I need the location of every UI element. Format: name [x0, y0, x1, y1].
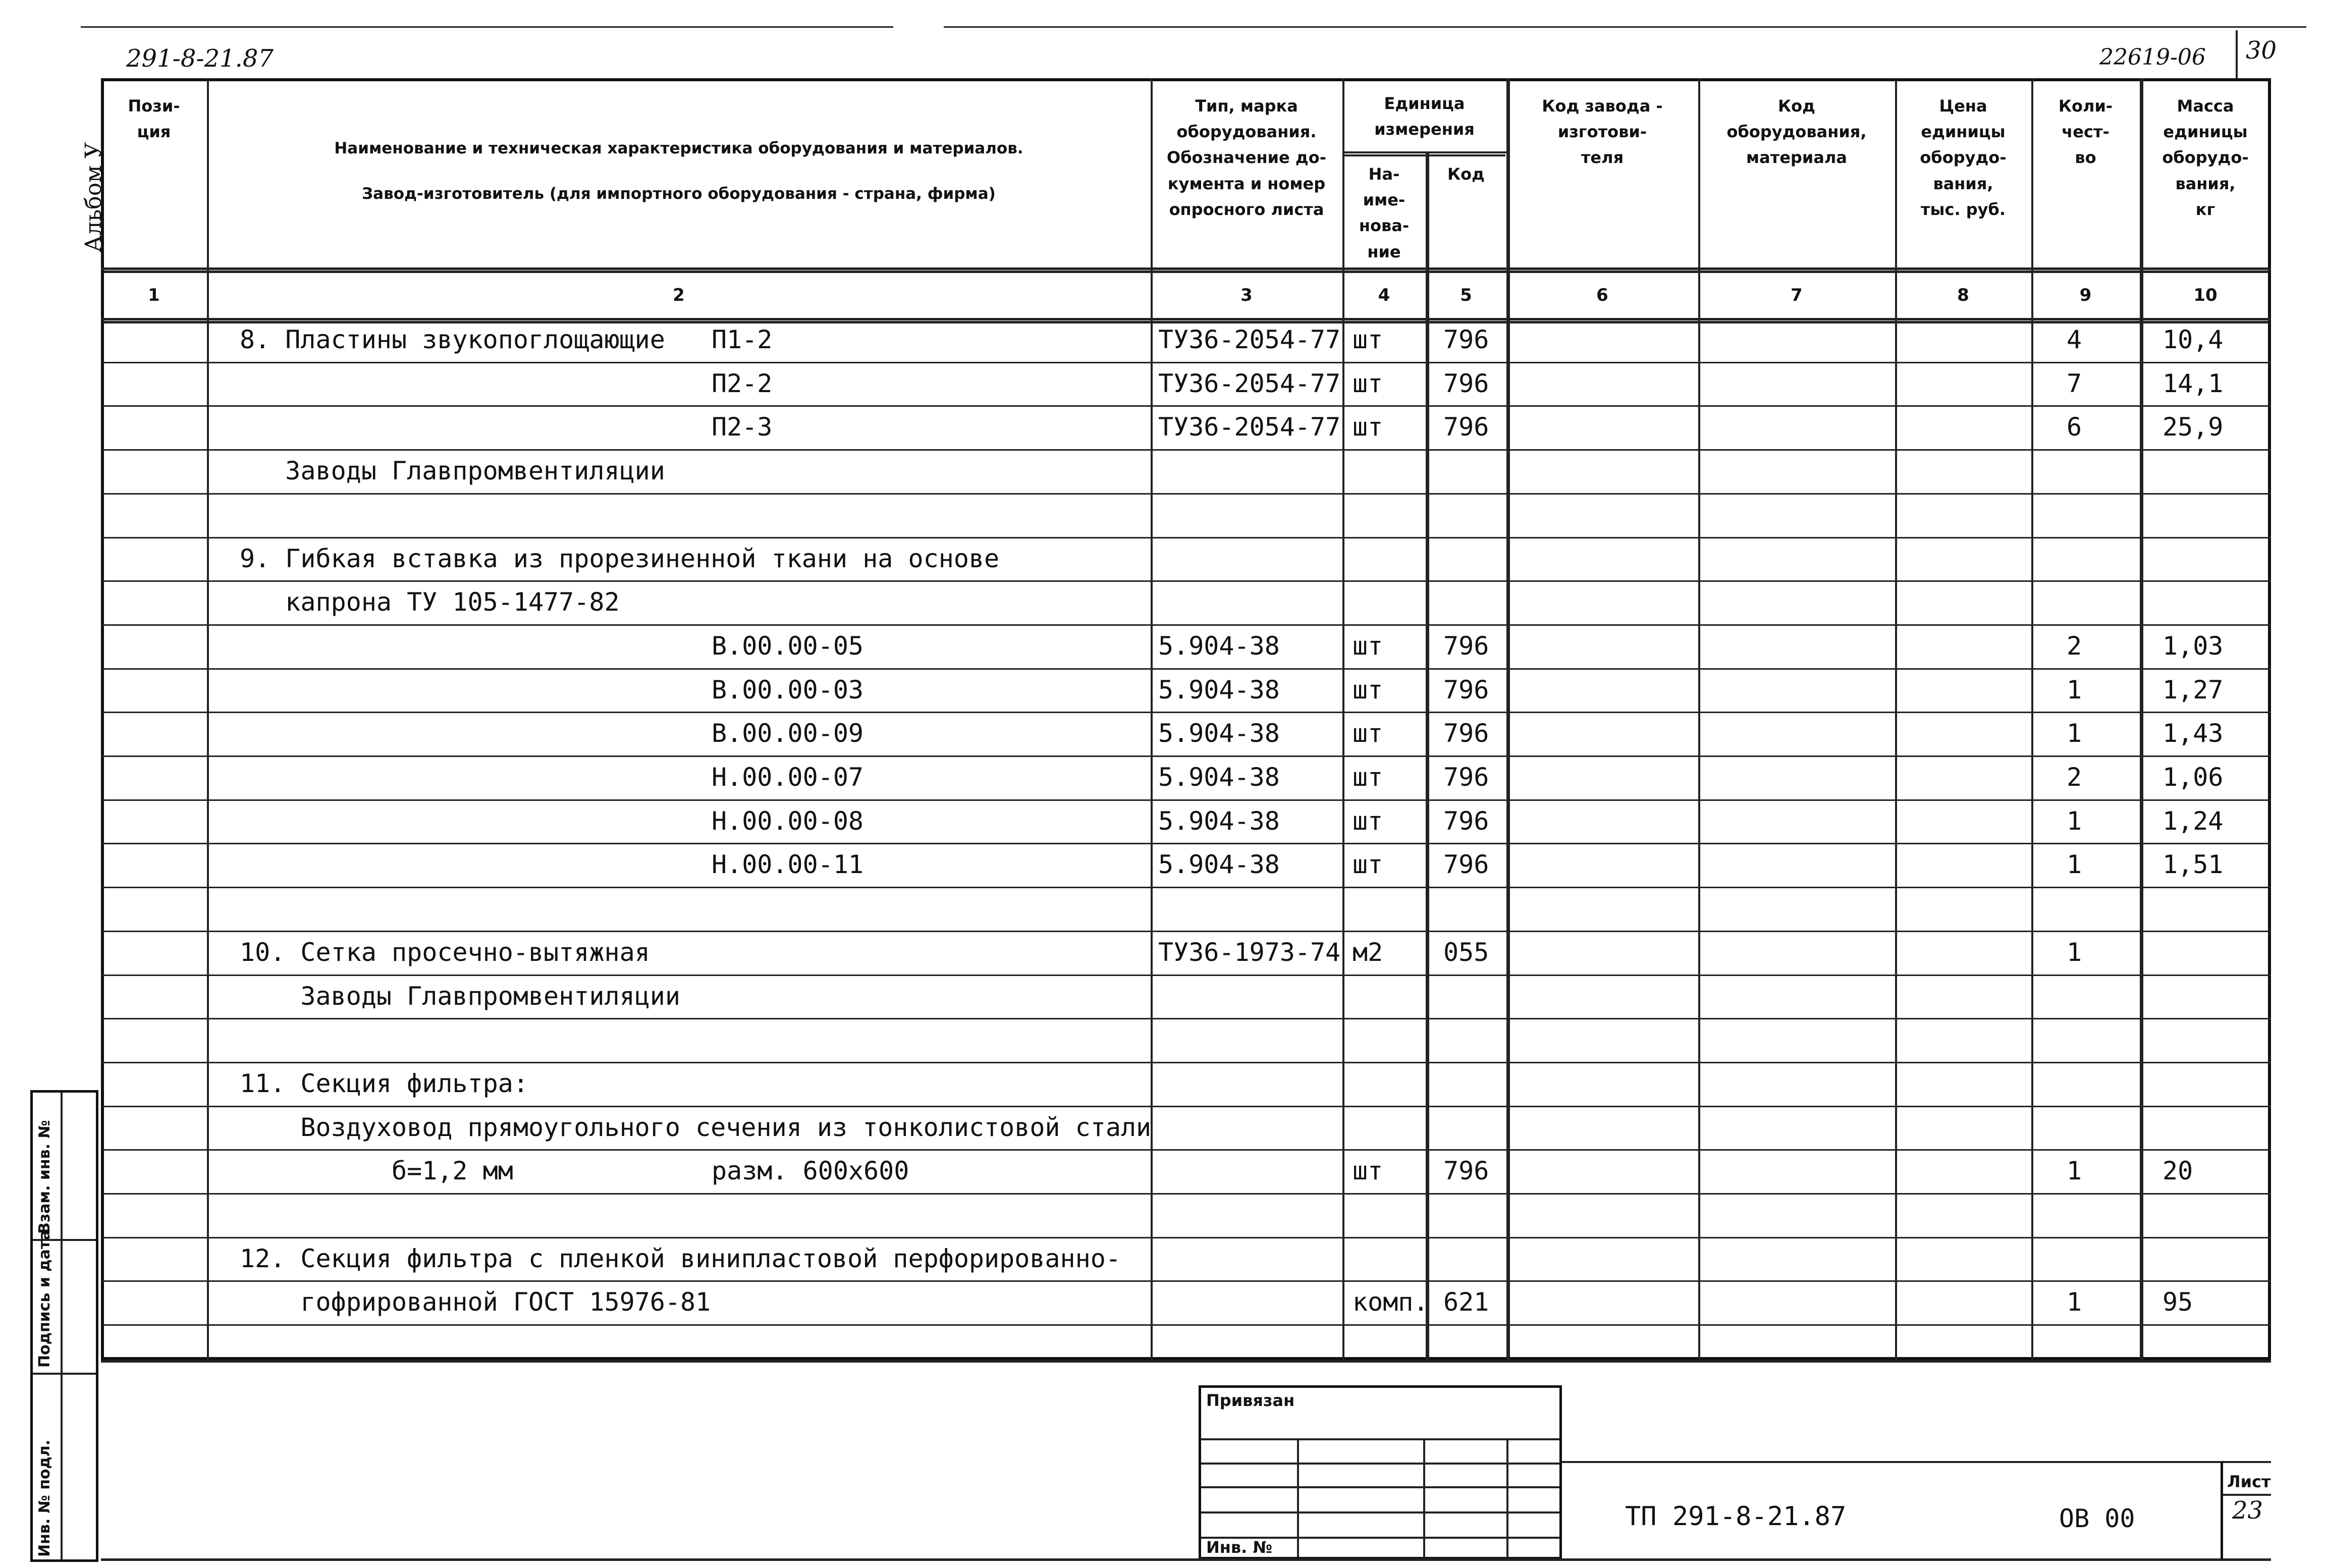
item-quantity: 2 — [2067, 763, 2082, 792]
item-mark: Н.00.00-11 — [712, 850, 864, 880]
column-number-1: 1 — [148, 285, 160, 305]
item-name: Воздуховод прямоугольного сечения из тонколистовой стали — [240, 1112, 1152, 1142]
item-quantity: 1 — [2067, 806, 2082, 836]
row-divider — [101, 1324, 2271, 1326]
item-unit-code: 796 — [1443, 368, 1489, 398]
item-quantity: 4 — [2067, 325, 2082, 354]
item-mass: 1,27 — [2162, 675, 2224, 705]
item-document: ТУ36-2054-77 — [1158, 412, 1341, 442]
title-block — [1199, 1385, 1562, 1559]
column-divider — [2140, 78, 2143, 1360]
item-name: Заводы Главпромвентиляции — [240, 981, 680, 1011]
row-divider — [101, 580, 2271, 582]
item-document: 5.904-38 — [1158, 719, 1280, 748]
inv-no-label: Инв. № — [1206, 1538, 1272, 1557]
item-unit: шт — [1353, 412, 1383, 442]
row-divider — [101, 1193, 2271, 1195]
sheet-box — [2221, 1461, 2271, 1559]
item-name: капрона ТУ 105-1477-82 — [240, 587, 620, 617]
item-mass: 1,24 — [2162, 806, 2224, 836]
item-document: 5.904-38 — [1158, 631, 1280, 661]
side-stamp — [30, 1090, 98, 1562]
item-document: 5.904-38 — [1158, 806, 1280, 836]
row-divider — [101, 843, 2271, 844]
row-divider — [101, 1280, 2271, 1282]
item-mark: П1-2 — [712, 325, 773, 354]
column-number-10: 10 — [2193, 285, 2218, 305]
row-divider — [101, 537, 2271, 538]
row-divider — [101, 931, 2271, 932]
item-unit-code: 796 — [1443, 631, 1489, 661]
column-number-9: 9 — [2079, 285, 2092, 305]
column-header-5: Код — [1447, 165, 1485, 184]
column-header-9: Коли- чест- во — [2058, 96, 2113, 168]
row-divider — [101, 624, 2271, 626]
item-name: гофрированной ГОСТ 15976-81 — [240, 1287, 711, 1317]
row-divider — [101, 1018, 2271, 1019]
row-divider — [101, 1149, 2271, 1151]
item-unit: шт — [1353, 368, 1383, 398]
row-divider — [101, 362, 2271, 363]
row-divider — [101, 493, 2271, 495]
album-label: Альбом У — [81, 142, 106, 252]
item-mark: В.00.00-09 — [712, 719, 864, 748]
item-quantity: 1 — [2067, 675, 2082, 705]
item-unit: шт — [1353, 763, 1383, 792]
item-unit: шт — [1353, 631, 1383, 661]
stamp-vzam-inv: Взам. инв. № — [36, 1120, 53, 1234]
item-unit-code: 796 — [1443, 412, 1489, 442]
item-mass: 95 — [2162, 1287, 2193, 1317]
item-name: 11. Секция фильтра: — [240, 1068, 528, 1098]
item-mass: 1,06 — [2162, 763, 2224, 792]
item-mass: 1,03 — [2162, 631, 2224, 661]
row-divider — [101, 1237, 2271, 1238]
item-quantity: 1 — [2067, 937, 2082, 967]
column-header-1: Пози- ция — [128, 96, 180, 142]
column-divider — [2031, 78, 2033, 1360]
column-header-10: Масса единицы оборудо- вания, кг — [2162, 96, 2249, 219]
column-header-7: Код оборудования, материала — [1726, 96, 1867, 168]
item-mark: В.00.00-03 — [712, 675, 864, 705]
column-header-4: На- име- нова- ние — [1359, 165, 1410, 261]
item-mark: Н.00.00-07 — [712, 763, 864, 792]
item-unit: шт — [1353, 806, 1383, 836]
item-unit: м2 — [1353, 937, 1383, 967]
item-unit-code: 796 — [1443, 806, 1489, 836]
item-unit: шт — [1353, 325, 1383, 354]
column-divider — [1151, 78, 1153, 1360]
item-quantity: 1 — [2067, 719, 2082, 748]
item-unit-code: 796 — [1443, 850, 1489, 880]
unit-group-header: Единица измерения — [1374, 94, 1475, 139]
item-unit-code: 796 — [1443, 325, 1489, 354]
item-unit-code: 621 — [1443, 1287, 1489, 1317]
column-header-3: Тип, марка оборудования. Обозначение до- кумента и номер опросного листа — [1167, 96, 1326, 219]
column-number-5: 5 — [1460, 285, 1472, 305]
item-unit-code: 796 — [1443, 763, 1489, 792]
row-divider — [101, 1062, 2271, 1063]
item-mark: разм. 600х600 — [712, 1156, 909, 1186]
item-mark: П2-2 — [712, 368, 773, 398]
item-unit-code: 796 — [1443, 675, 1489, 705]
doc-code: ТП 291-8-21.87 — [1625, 1501, 1847, 1532]
item-mark: П2-3 — [712, 412, 773, 442]
doc-number-left: 291-8-21.87 — [126, 44, 274, 73]
item-unit: шт — [1353, 1156, 1383, 1186]
sheet-number: 23 — [2232, 1496, 2263, 1525]
column-number-4: 4 — [1378, 285, 1390, 305]
item-unit: шт — [1353, 675, 1383, 705]
row-divider — [101, 755, 2271, 757]
column-divider — [1698, 78, 1700, 1360]
item-name: Заводы Главпромвентиляции — [240, 456, 665, 486]
column-header-8: Цена единицы оборудо- вания, тыс. руб. — [1920, 96, 2007, 219]
item-name: 10. Сетка просечно-вытяжная — [240, 937, 650, 967]
item-name: 8. Пластины звукопоглощающие — [240, 325, 665, 354]
doc-number-right: 22619-06 — [2099, 44, 2206, 70]
item-unit-code: 796 — [1443, 1156, 1489, 1186]
item-document: ТУ36-2054-77 — [1158, 368, 1341, 398]
item-mass: 14,1 — [2162, 368, 2224, 398]
column-number-8: 8 — [1957, 285, 1969, 305]
item-mark: В.00.00-05 — [712, 631, 864, 661]
row-divider — [101, 712, 2271, 713]
item-quantity: 1 — [2067, 850, 2082, 880]
item-document: ТУ36-1973-74 — [1158, 937, 1341, 967]
item-quantity: 1 — [2067, 1287, 2082, 1317]
page-corner-number: 30 — [2246, 36, 2277, 65]
privyazan-label: Привязан — [1206, 1391, 1295, 1410]
item-mass: 10,4 — [2162, 325, 2224, 354]
sheet-label: Лист — [2227, 1472, 2271, 1491]
item-mass: 25,9 — [2162, 412, 2224, 442]
item-mass: 1,43 — [2162, 719, 2224, 748]
row-divider — [101, 975, 2271, 976]
item-mass: 20 — [2162, 1156, 2193, 1186]
stamp-inv-podl: Инв. № подл. — [36, 1439, 53, 1557]
item-document: 5.904-38 — [1158, 675, 1280, 705]
item-name: 12. Секция фильтра с пленкой винипластовой перфорированно- — [240, 1243, 1121, 1273]
item-unit-code: 055 — [1443, 937, 1489, 967]
item-document: ТУ36-2054-77 — [1158, 325, 1341, 354]
column-number-3: 3 — [1240, 285, 1253, 305]
column-divider — [207, 78, 209, 1360]
item-document: 5.904-38 — [1158, 763, 1280, 792]
item-quantity: 6 — [2067, 412, 2082, 442]
column-divider — [1895, 78, 1897, 1360]
row-divider — [101, 668, 2271, 670]
column-header-6: Код завода - изготови- теля — [1542, 96, 1663, 168]
row-divider — [101, 405, 2271, 407]
column-divider — [1342, 78, 1344, 1360]
item-name: 9. Гибкая вставка из прорезиненной ткани на основе — [240, 544, 1000, 573]
row-divider — [101, 887, 2271, 888]
stamp-podpis-data: Подпись и дата — [36, 1230, 53, 1368]
column-number-2: 2 — [673, 285, 685, 305]
item-quantity: 7 — [2067, 368, 2082, 398]
item-unit: комп. — [1353, 1287, 1429, 1317]
item-quantity: 2 — [2067, 631, 2082, 661]
item-unit: шт — [1353, 850, 1383, 880]
column-number-6: 6 — [1596, 285, 1608, 305]
column-header-2: Наименование и техническая характеристика оборудования и материалов. Завод-изготовитель (для импортного оборудования - страна, фирма) — [334, 139, 1023, 203]
item-name: б=1,2 мм — [240, 1156, 513, 1186]
item-mark: Н.00.00-08 — [712, 806, 864, 836]
row-divider — [101, 449, 2271, 451]
item-unit: шт — [1353, 719, 1383, 748]
item-quantity: 1 — [2067, 1156, 2082, 1186]
item-mass: 1,51 — [2162, 850, 2224, 880]
column-divider — [1506, 78, 1510, 1360]
row-divider — [101, 799, 2271, 801]
column-number-7: 7 — [1791, 285, 1803, 305]
item-document: 5.904-38 — [1158, 850, 1280, 880]
row-divider — [101, 1106, 2271, 1107]
section-code: ОВ 00 — [2059, 1504, 2135, 1533]
item-unit-code: 796 — [1443, 719, 1489, 748]
